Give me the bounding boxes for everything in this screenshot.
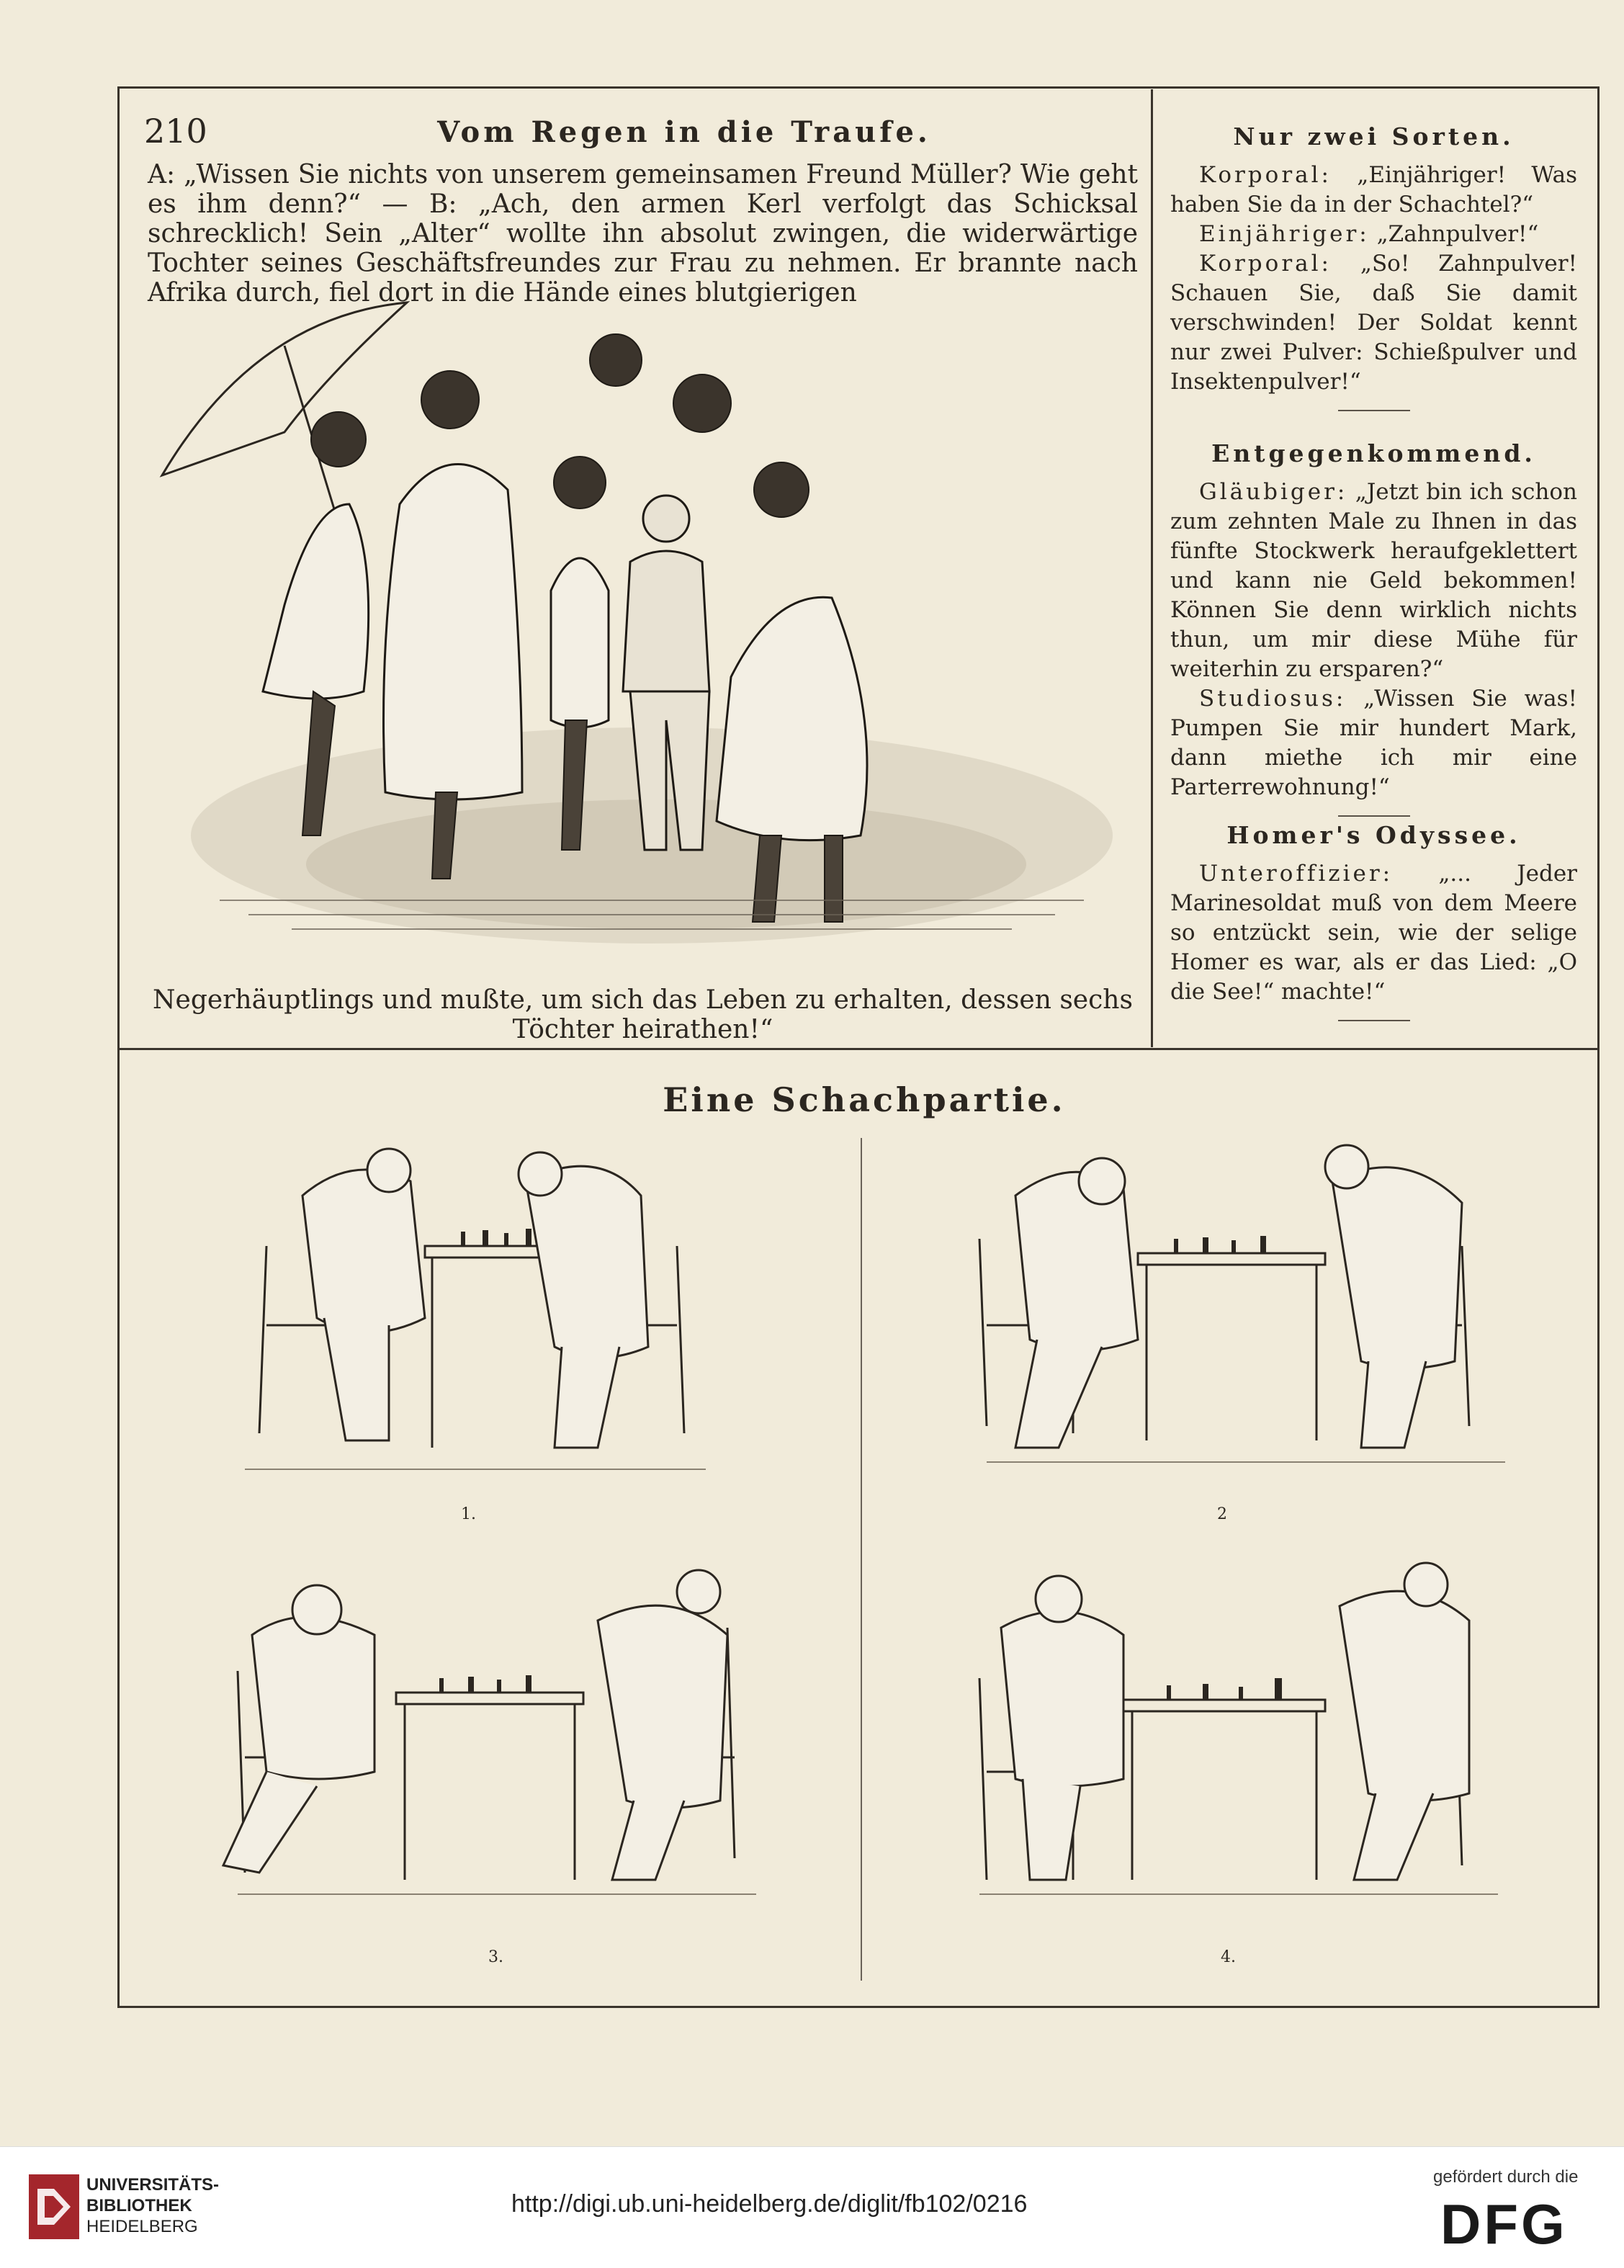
- anecdote-homers-odyssee: [1170, 821, 1577, 1021]
- library-name-line-2: BIBLIOTHEK: [86, 2196, 192, 2215]
- separator-rule: [1338, 1020, 1410, 1021]
- speaker: Korporal:: [1199, 251, 1332, 277]
- panel-label-1: 1.: [461, 1505, 476, 1523]
- source-url-link[interactable]: http://digi.ub.uni-heidelberg.de/diglit/fb102/0216: [511, 2190, 1028, 2218]
- dialogue: „Jetzt bin ich schon zum zehnten Male zu Ihnen in das fünfte Stockwerk heraufgeklettert und kann nie Geld bekommen! Können Sie denn wirklich nichts thun, um mir diese Mühe für weiterhin zu ersparen?“: [1170, 479, 1577, 682]
- anecdote-title: Entgegenkommend.: [1211, 439, 1536, 467]
- section-divider: [120, 1048, 1597, 1050]
- dialogue: „Wissen Sie was! Pumpen Sie mir hundert Mark, dann miethe ich mir eine Parterrewohnung!“: [1170, 686, 1577, 800]
- library-name-line-3: HEIDELBERG: [86, 2217, 198, 2236]
- dfg-logo: DFG: [1440, 2192, 1568, 2256]
- speaker: Korporal:: [1199, 162, 1332, 188]
- anecdote-nur-zwei-sorten: [1170, 122, 1577, 411]
- anecdote-entgegenkommend: [1170, 439, 1577, 817]
- chess-panel-3: [209, 1556, 785, 1916]
- illustration-caption: Negerhäuptlings und mußte, um sich das Leben zu erhalten, dessen sechs Töchter heirathen!“: [153, 985, 1133, 1044]
- panel-label-4: 4.: [1221, 1948, 1236, 1966]
- panel-label-2: 2: [1217, 1505, 1227, 1523]
- library-name-line-1: UNIVERSITÄTS-: [86, 2175, 220, 2195]
- story-title: Vom Regen in die Traufe.: [437, 115, 931, 149]
- dialogue: „Zahnpulver!“: [1369, 221, 1539, 247]
- dialogue: „... Jeder Marinesoldat muß von dem Meere so entzückt sein, wie der selige Homer es war, als er das Lied: „O die See!“ machte!“: [1170, 861, 1577, 1005]
- funded-by-label: gefördert durch die: [1433, 2167, 1579, 2187]
- dialogue: „So! Zahnpulver! Schauen Sie, daß Sie damit verschwinden! Der Soldat kennt nur zwei Pulver: Schießpulver und Insektenpulver!“: [1170, 251, 1577, 395]
- speaker: Gläubiger:: [1199, 479, 1348, 505]
- anecdote-title: Nur zwei Sorten.: [1233, 122, 1515, 151]
- panel-divider: [861, 1138, 862, 1981]
- speaker: Studiosus:: [1199, 686, 1347, 712]
- anecdote-title: Homer's Odyssee.: [1226, 821, 1521, 849]
- column-divider: [1151, 89, 1153, 1047]
- speaker: Einjähriger:: [1199, 221, 1370, 247]
- separator-rule: [1338, 815, 1410, 817]
- chess-section-title: Eine Schachpartie.: [663, 1080, 1066, 1119]
- chess-panel-2: [958, 1124, 1534, 1484]
- speaker: Unteroffizier:: [1199, 861, 1394, 887]
- dialogue: „Einjähriger! Was haben Sie da in der Schachtel?“: [1170, 162, 1577, 218]
- panel-label-3: 3.: [488, 1948, 503, 1966]
- viewer-footer: [0, 2146, 1624, 2268]
- story-text: A: „Wissen Sie nichts von unserem gemeinsamen Freund Müller? Wie geht es ihm denn?“ — B: „Ach, den armen Kerl verfolgt das Schicksal schrecklich! Sein „Alter“ wollte ihn absolut zwingen, die widerwärtige Tochter seines Geschäftsfreundes zur Frau zu nehmen. Er brannte nach Afrika durch, fiel dort in die Hände eines blutgierigen: [148, 160, 1138, 308]
- university-library-logo-icon: [29, 2174, 79, 2239]
- page-number: 210: [144, 112, 207, 151]
- chess-panel-4: [951, 1556, 1527, 1916]
- main-illustration: [148, 288, 1138, 965]
- separator-rule: [1338, 410, 1410, 411]
- chess-panel-1: [216, 1131, 720, 1491]
- university-library-name: [86, 2174, 219, 2237]
